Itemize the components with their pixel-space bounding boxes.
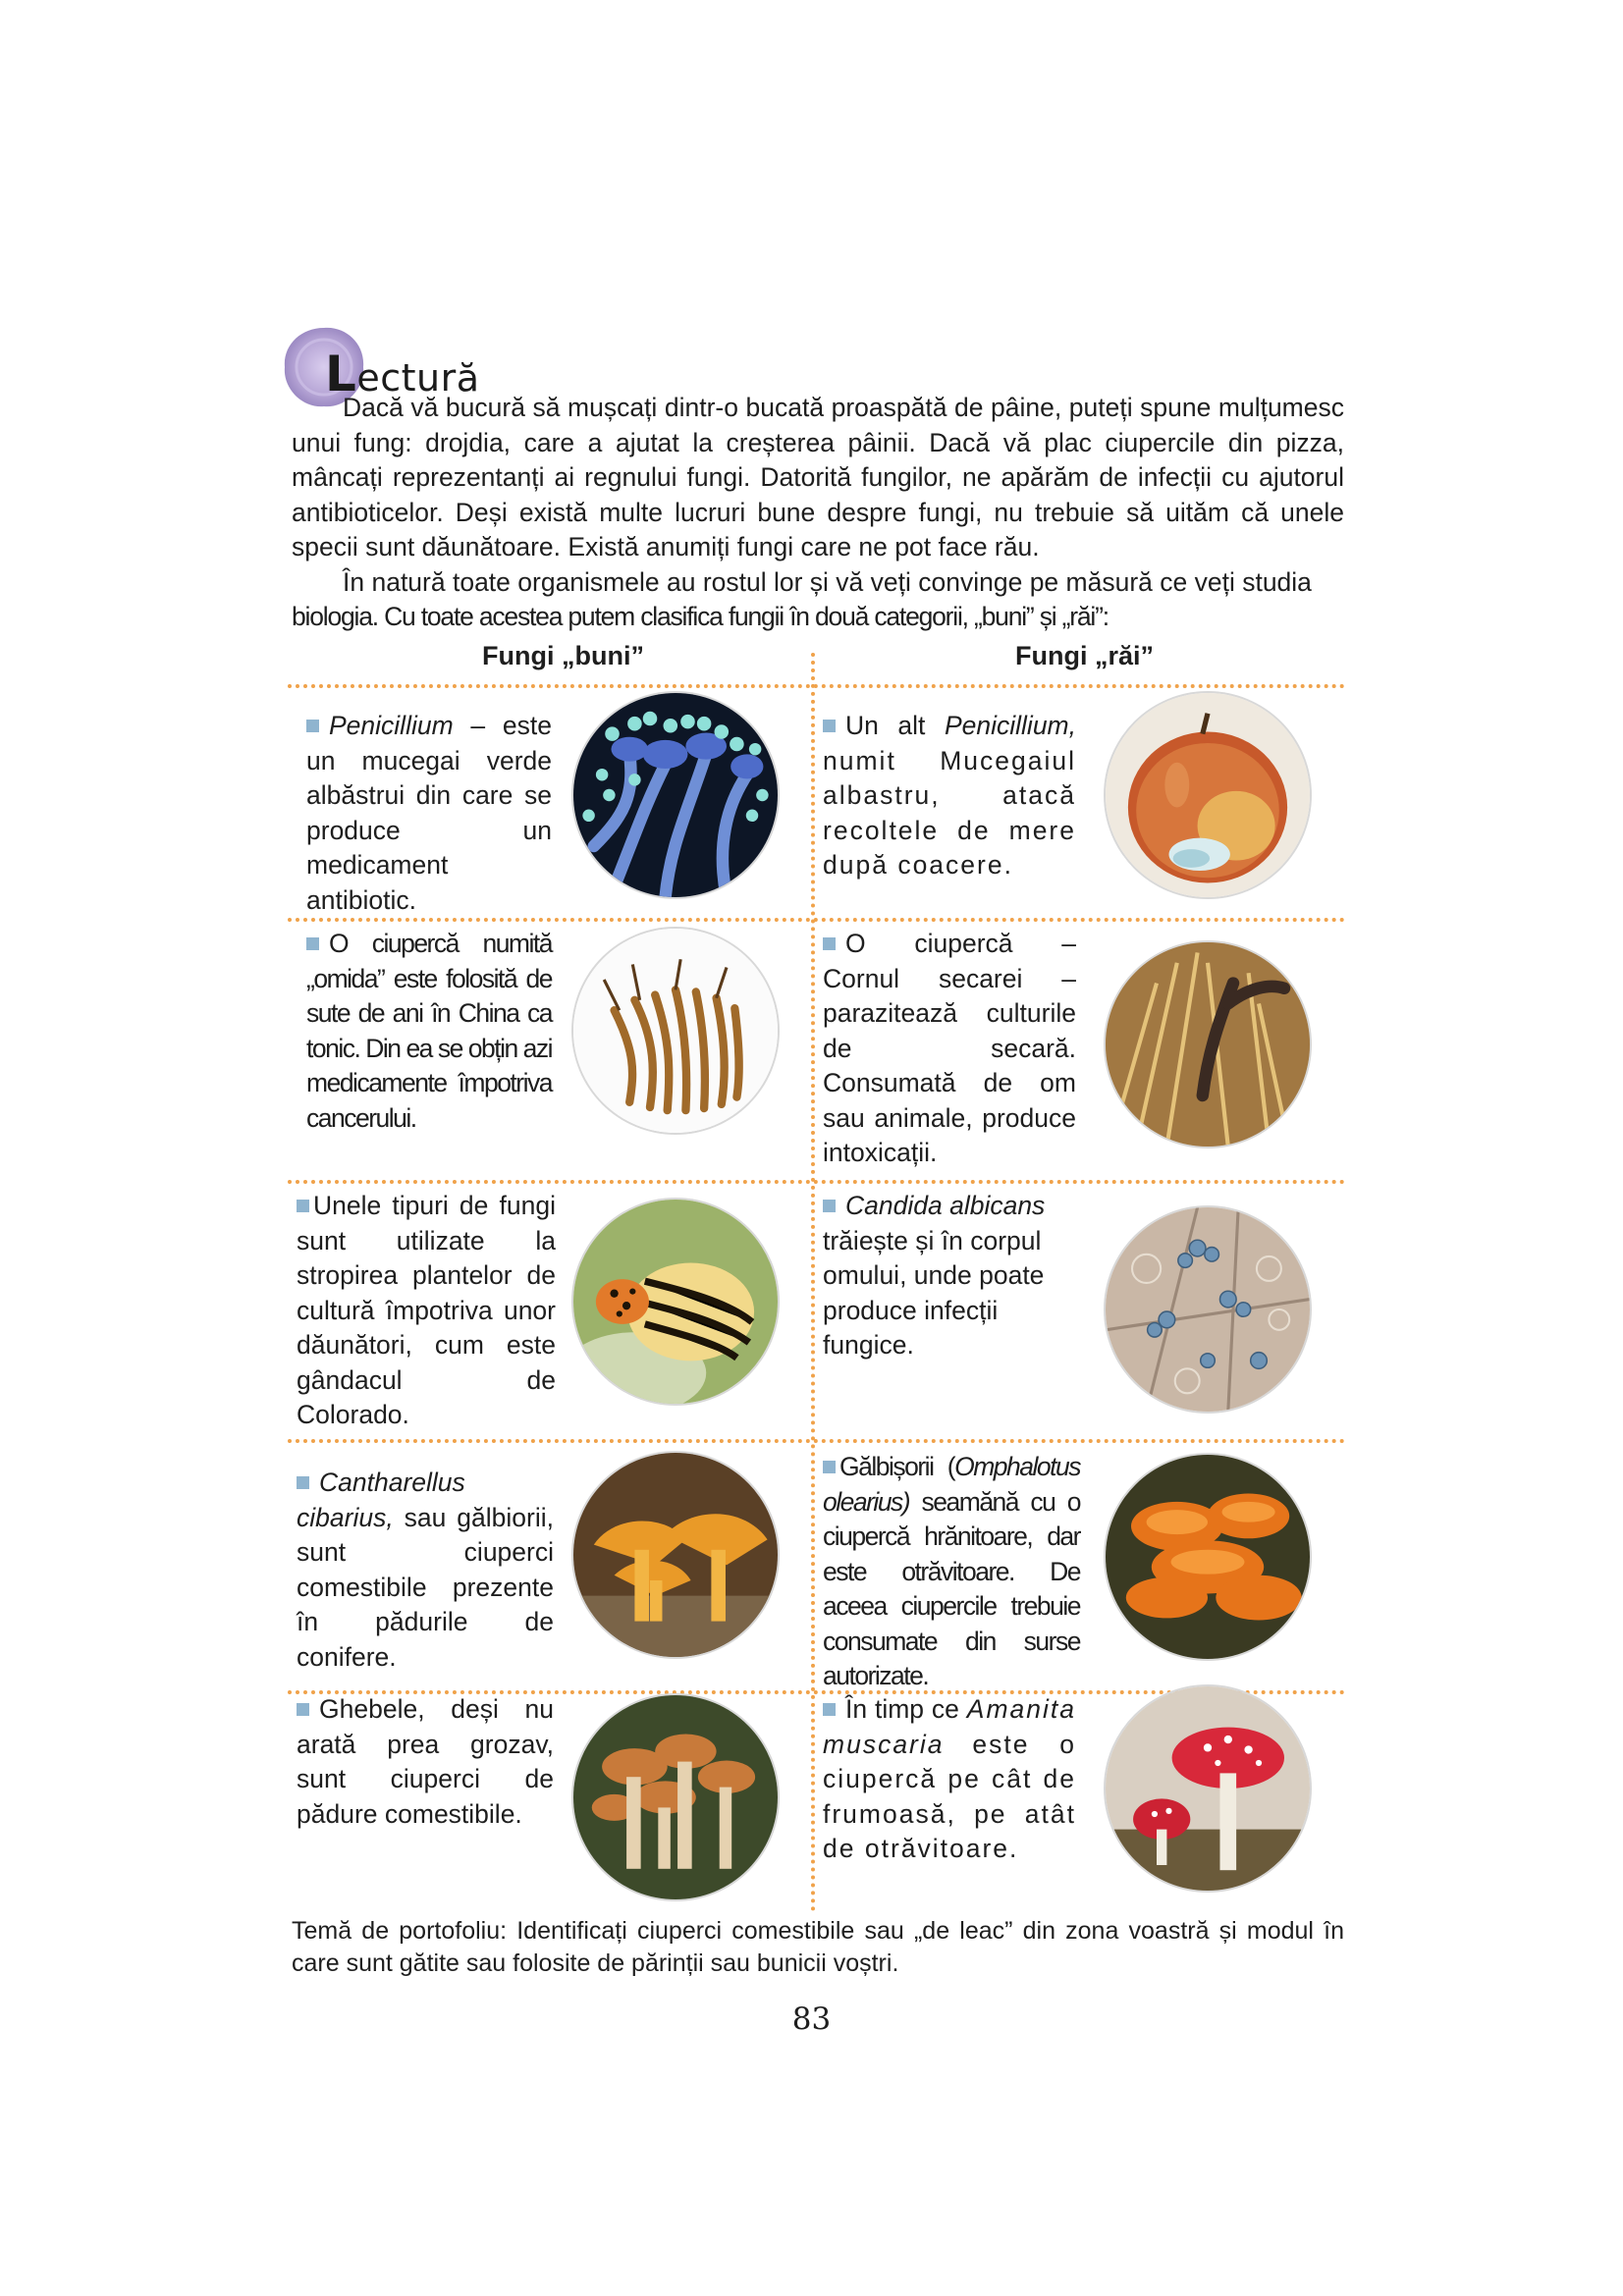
bullet-square-icon [823, 1461, 836, 1473]
good-fungi-heading: Fungi „buni” [482, 641, 644, 670]
intro-paragraph-2-line-2: biologia. Cu toate acestea putem clasifica fungii în două categorii, „buni” și „răi”: [292, 602, 1109, 631]
species-name: Penicillium [329, 711, 454, 740]
item-description: O ciupercă – Cornul secarei – parazitează culturile de secară. Consumată de om sau animale, produce intoxicații. [823, 929, 1076, 1167]
omphalotus-image [1106, 1455, 1310, 1659]
intro-paragraph-1: Dacă vă bucură să mușcați dintr-o bucată proaspătă de pâine, puteți spune mulțumesc unui fung: drojdia, care a ajutat la creșterea pâinii. Dacă vă plac ciupercile din pizza, mâncați reprezentanți ai regnului fungi. Datorită fungilor, ne apărăm de infecții cu ajutorul antibioticelor. Deși există multe lucruri bune despre fungi, nu trebuie să uităm că unele specii sunt dăunătoare. Există anumiți fungi care ne pot face rău. [292, 393, 1344, 561]
row-divider [288, 684, 1345, 688]
portfolio-assignment: Temă de portofoliu: Identificați ciuperci comestibile sau „de leac” din zona voastră și modul în care sunt gătite sau folosite de părinții sau bunicii voștri. [292, 1917, 1344, 1977]
row-divider [288, 1180, 1345, 1184]
bullet-square-icon [297, 1703, 309, 1716]
species-name: Amanita muscaria [823, 1694, 1076, 1759]
bullet-square-icon [823, 720, 836, 732]
item-description: trăiește și în corpul omului, unde poate produce infecții fungice. [823, 1225, 1045, 1360]
item-description: seamănă cu o ciupercă hrănitoare, dar este otrăvitoare. De aceea ciupercile trebuie consumate din surse autorizate. [823, 1486, 1080, 1690]
bullet-square-icon [306, 937, 319, 950]
species-name: Candida albicans [845, 1191, 1046, 1220]
bullet-square-icon [297, 1200, 309, 1212]
item-description: numit Mucegaiul albastru, atacă recoltele de mere după coacere. [823, 745, 1076, 880]
cordyceps-image [573, 929, 778, 1133]
row-divider [288, 1439, 1345, 1443]
bullet-square-icon [823, 937, 836, 950]
moldy-apple-image [1106, 693, 1310, 897]
item-description: Unele tipuri de fungi sunt utilizate la stropirea plantelor de cultură împotriva unor dăunători, cum este gândacul de Colorado. [297, 1191, 556, 1429]
item-prefix: În timp ce [845, 1694, 959, 1724]
colorado-beetle-image [573, 1200, 778, 1404]
item-description: O ciupercă numită „omida” este folosită de sute de ani în China ca tonic. Din ea se obțin azi medicamente împotriva cancerului. [306, 929, 552, 1133]
species-name: Omphalotus olearius) [823, 1452, 1080, 1517]
column-divider [811, 653, 815, 1912]
fly-agaric-image [1106, 1686, 1310, 1891]
intro-paragraph-2-line-1: În natură toate organismele au rostul lor și vă veți convinge pe măsură ce veți studia [343, 566, 1312, 597]
ergot-rye-image [1106, 942, 1310, 1147]
penicillium-micrograph-image [573, 693, 778, 897]
row-divider [288, 918, 1345, 922]
candida-micrograph-image [1106, 1207, 1310, 1412]
section-title-initial: L [325, 346, 357, 402]
intro-text [292, 391, 1344, 635]
bad-fungi-heading: Fungi „răi” [1015, 641, 1154, 670]
species-name: Cantharellus cibarius, [297, 1468, 465, 1532]
species-name: Penicillium, [944, 711, 1076, 740]
chanterelle-image [573, 1453, 778, 1657]
item-description: sau gălbiorii, sunt ciuperci comestibile prezente în pădurile de conifere. [297, 1502, 554, 1672]
page-number: 83 [791, 2002, 832, 2037]
item-prefix: Gălbișorii ( [839, 1452, 955, 1481]
item-description: este o ciupercă pe cât de frumoasă, pe atât de otrăvitoare. [823, 1729, 1076, 1863]
item-prefix: Un alt [845, 711, 926, 740]
bullet-square-icon [823, 1703, 836, 1716]
bullet-square-icon [306, 720, 319, 732]
bullet-square-icon [823, 1200, 836, 1212]
honey-mushroom-image [573, 1695, 778, 1899]
bullet-square-icon [297, 1476, 309, 1489]
item-description: Ghebele, deși nu arată prea grozav, sunt ciuperci de pădure comestibile. [297, 1694, 554, 1829]
item-description: – este un mucegai verde albăstrui din care se produce un medicament antibiotic. [306, 711, 552, 915]
section-title-rest: ectură [356, 356, 480, 400]
